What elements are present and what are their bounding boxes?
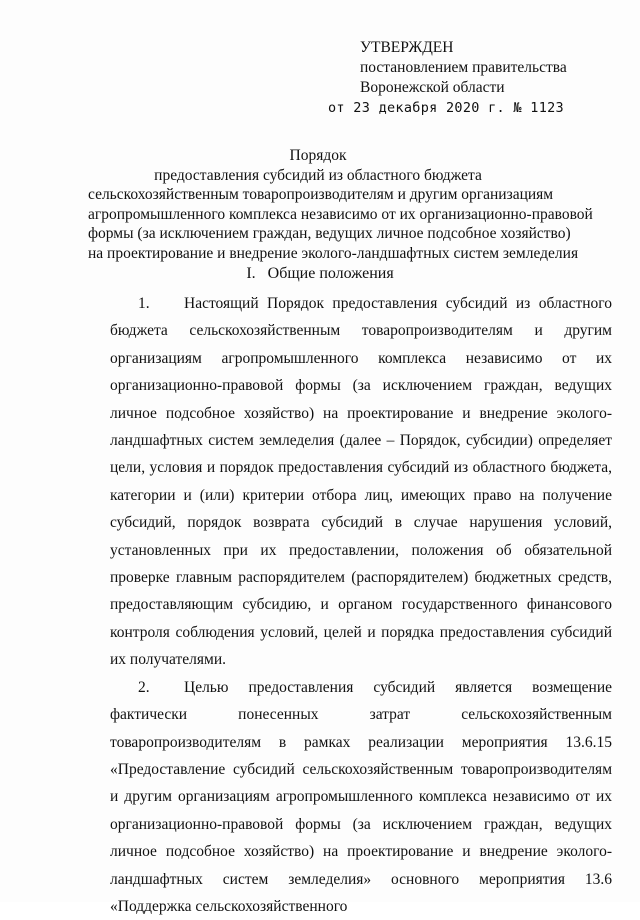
document-body (110, 290, 612, 920)
paragraph-1-text: Настоящий Порядок предоставления субсидий из областного бюджета сельскохозяйственным товаропроизводителям и другим организациям агропромышленного комплекса независимо от их организационно-правовой формы (за исключением граждан, ведущих личное подсобное хозяйство) на проектирование и внедрение эколого-ландшафтных систем земледелия (далее – Порядок, субсидии) определяет цели, условия и порядок предоставления субсидий из областного бюджета, категории и (или) критерии отбора лиц, имеющих право на получение субсидий, порядок возврата субсидий в случае нарушения условий, установленных при их предоставлении, положения об обязательной проверке главным распорядителем (распорядителем) бюджетных средств, предоставляющим субсидию, и органом государственного финансового контроля соблюдения условий, целей и порядка предоставления субсидий их получателями. (110, 295, 612, 669)
title-line-5: формы (за исключением граждан, ведущих личное подсобное хозяйство) (88, 225, 571, 242)
approval-stamp (328, 38, 596, 118)
title-line-6: на проектирование и внедрение эколого-ландшафтных систем земледелия (88, 244, 579, 262)
approval-date-line: от 23 декабря 2020 г. № 1123 (328, 100, 564, 116)
approval-heading: УТВЕРЖДЕН (360, 39, 454, 56)
paragraph-2-text: Целью предоставления субсидий является возмещение фактически понесенных затрат сельскохозяйственным товаропроизводителям в рамках реализации мероприятия 13.6.15 «Предоставление субсидий сельскохозяйственным товаропроизводителям и другим организациям агропромышленного комплекса независимо от их организационно-правовой формы (за исключением граждан, ведущих личное подсобное хозяйство) на проектирование и внедрение эколого-ландшафтных систем земледелия» основного мероприятия 13.6 «Поддержка сельскохозяйственного (110, 678, 612, 915)
paragraph-1 (110, 290, 612, 674)
section-heading: I. Общие положения (246, 265, 394, 282)
approval-region-line: Воронежской области (360, 79, 505, 96)
title-line-4: агропромышленного комплекса независимо от их организационно-правовой (88, 205, 593, 223)
title-line-2: предоставления субсидий из областного бюджета (154, 166, 482, 184)
paragraph-2-number: 2. (138, 678, 150, 696)
paragraph-1-number: 1. (138, 295, 150, 312)
title-line-3: сельскохозяйственным товаропроизводителям и другим организациям (88, 186, 554, 203)
title-line-1: Порядок (289, 147, 347, 164)
paragraph-2 (110, 674, 612, 920)
approval-decree-line: постановлением правительства (360, 59, 567, 76)
document-title (88, 146, 593, 263)
